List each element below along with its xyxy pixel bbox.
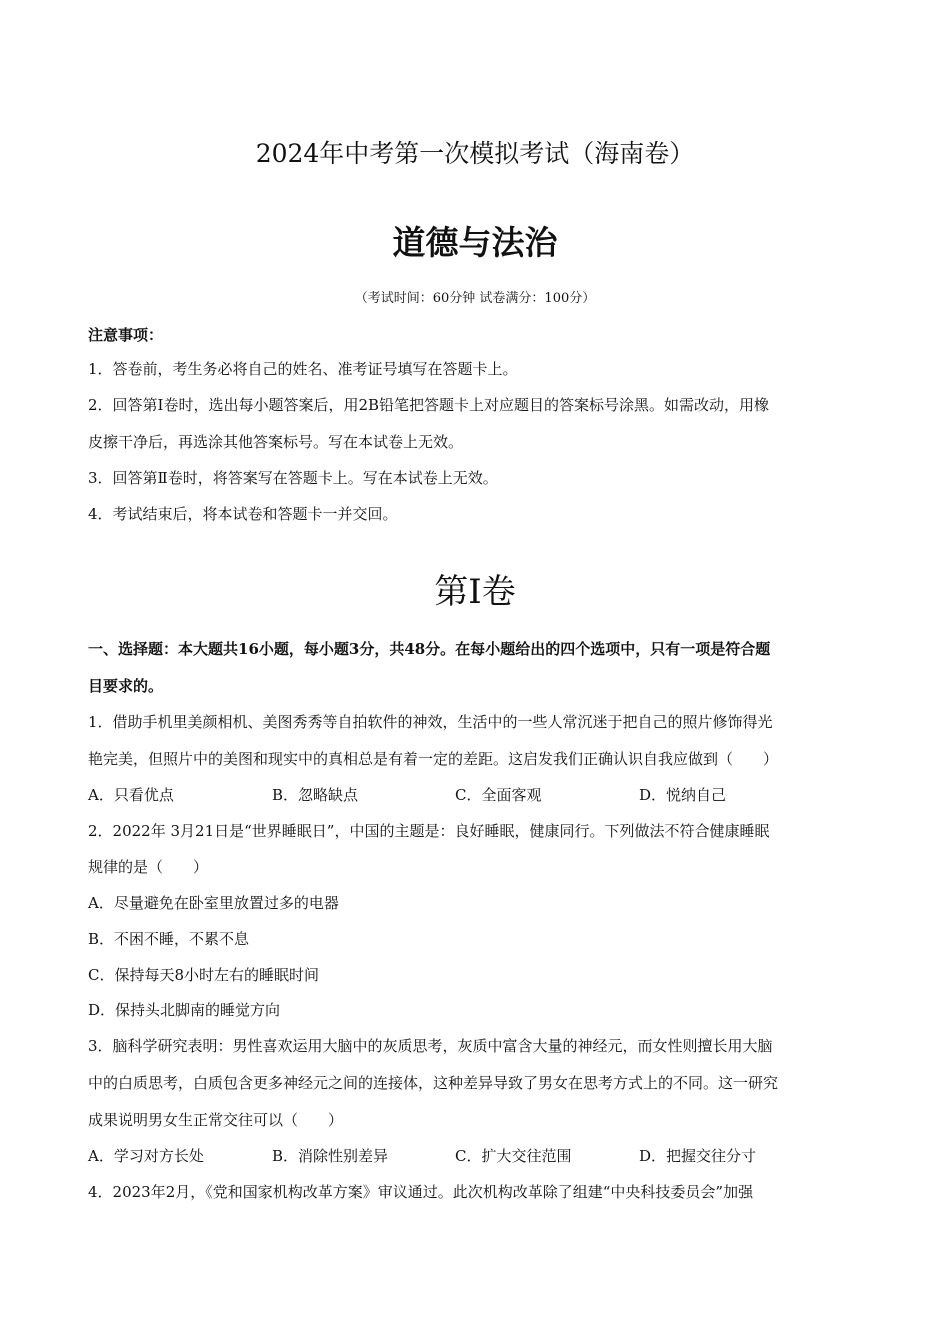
exam-title: 2024年中考第一次模拟考试（海南卷）	[255, 139, 695, 168]
question-2-option-b: B．不困不睡，不累不息	[88, 930, 250, 948]
question-3-option-a: A．学习对方长处	[88, 1147, 204, 1165]
notice-line: 4．考试结束后，将本试卷和答题卡一并交回。	[88, 505, 398, 523]
subject-title: 道德与法治	[392, 223, 558, 262]
question-1-text: 艳完美，但照片中的美图和现实中的真相总是有着一定的差距。这启发我们正确认识自我应做到（ ）	[88, 750, 779, 768]
question-2-text: 2．2022年 3月21日是“世界睡眠日”，中国的主题是：良好睡眠，健康同行。下列做法不符合健康睡眠	[88, 822, 770, 840]
question-1-option-b: B．忽略缺点	[272, 786, 359, 804]
question-3-text: 中的白质思考，白质包含更多神经元之间的连接体，这种差异导致了男女在思考方式上的不同。这一研究	[88, 1074, 779, 1092]
notice-heading: 注意事项：	[88, 326, 164, 344]
question-3-option-d: D．把握交往分寸	[639, 1147, 757, 1165]
question-1-text: 1．借助手机里美颜相机、美图秀秀等自拍软件的神效，生活中的一些人常沉迷于把自己的照片修饰得光	[88, 713, 773, 731]
notice-line: 皮擦干净后，再选涂其他答案标号。写在本试卷上无效。	[88, 433, 464, 451]
question-4-text: 4．2023年2月，《党和国家机构改革方案》审议通过。此次机构改革除了组建“中央科技委员会”加强	[88, 1183, 754, 1201]
question-2-option-d: D．保持头北脚南的睡觉方向	[88, 1001, 281, 1019]
question-3-text: 成果说明男女生正常交往可以（ ）	[88, 1111, 344, 1129]
exam-meta: （考试时间：60分钟 试卷满分：100分）	[354, 291, 596, 306]
question-1-option-d: D．悦纳自己	[639, 786, 727, 804]
question-1-option-c: C．全面客观	[455, 786, 542, 804]
question-2-option-c: C．保持每天8小时左右的睡眠时间	[88, 966, 320, 984]
question-3-option-c: C．扩大交往范围	[455, 1147, 572, 1165]
question-1-option-a: A．只看优点	[88, 786, 174, 804]
notice-line: 3．回答第Ⅱ卷时，将答案写在答题卡上。写在本试卷上无效。	[88, 469, 498, 487]
section-instruction: 一、选择题：本大题共16小题，每小题3分，共48分。在每小题给出的四个选项中，只有一项是符合题	[88, 640, 771, 658]
question-2-option-a: A．尽量避免在卧室里放置过多的电器	[88, 894, 339, 912]
question-2-text: 规律的是（ ）	[88, 858, 209, 876]
question-3-option-b: B．消除性别差异	[272, 1147, 389, 1165]
question-3-text: 3．脑科学研究表明：男性喜欢运用大脑中的灰质思考，灰质中富含大量的神经元，而女性则擅长用大脑	[88, 1037, 773, 1055]
notice-line: 2．回答第Ⅰ卷时，选出每小题答案后，用2B铅笔把答题卡上对应题目的答案标号涂黑。如需改动，用橡	[88, 396, 770, 414]
part-title: 第Ⅰ卷	[434, 572, 516, 612]
notice-line: 1．答卷前，考生务必将自己的姓名、准考证号填写在答题卡上。	[88, 360, 518, 378]
section-instruction-cont: 目要求的。	[88, 677, 164, 695]
